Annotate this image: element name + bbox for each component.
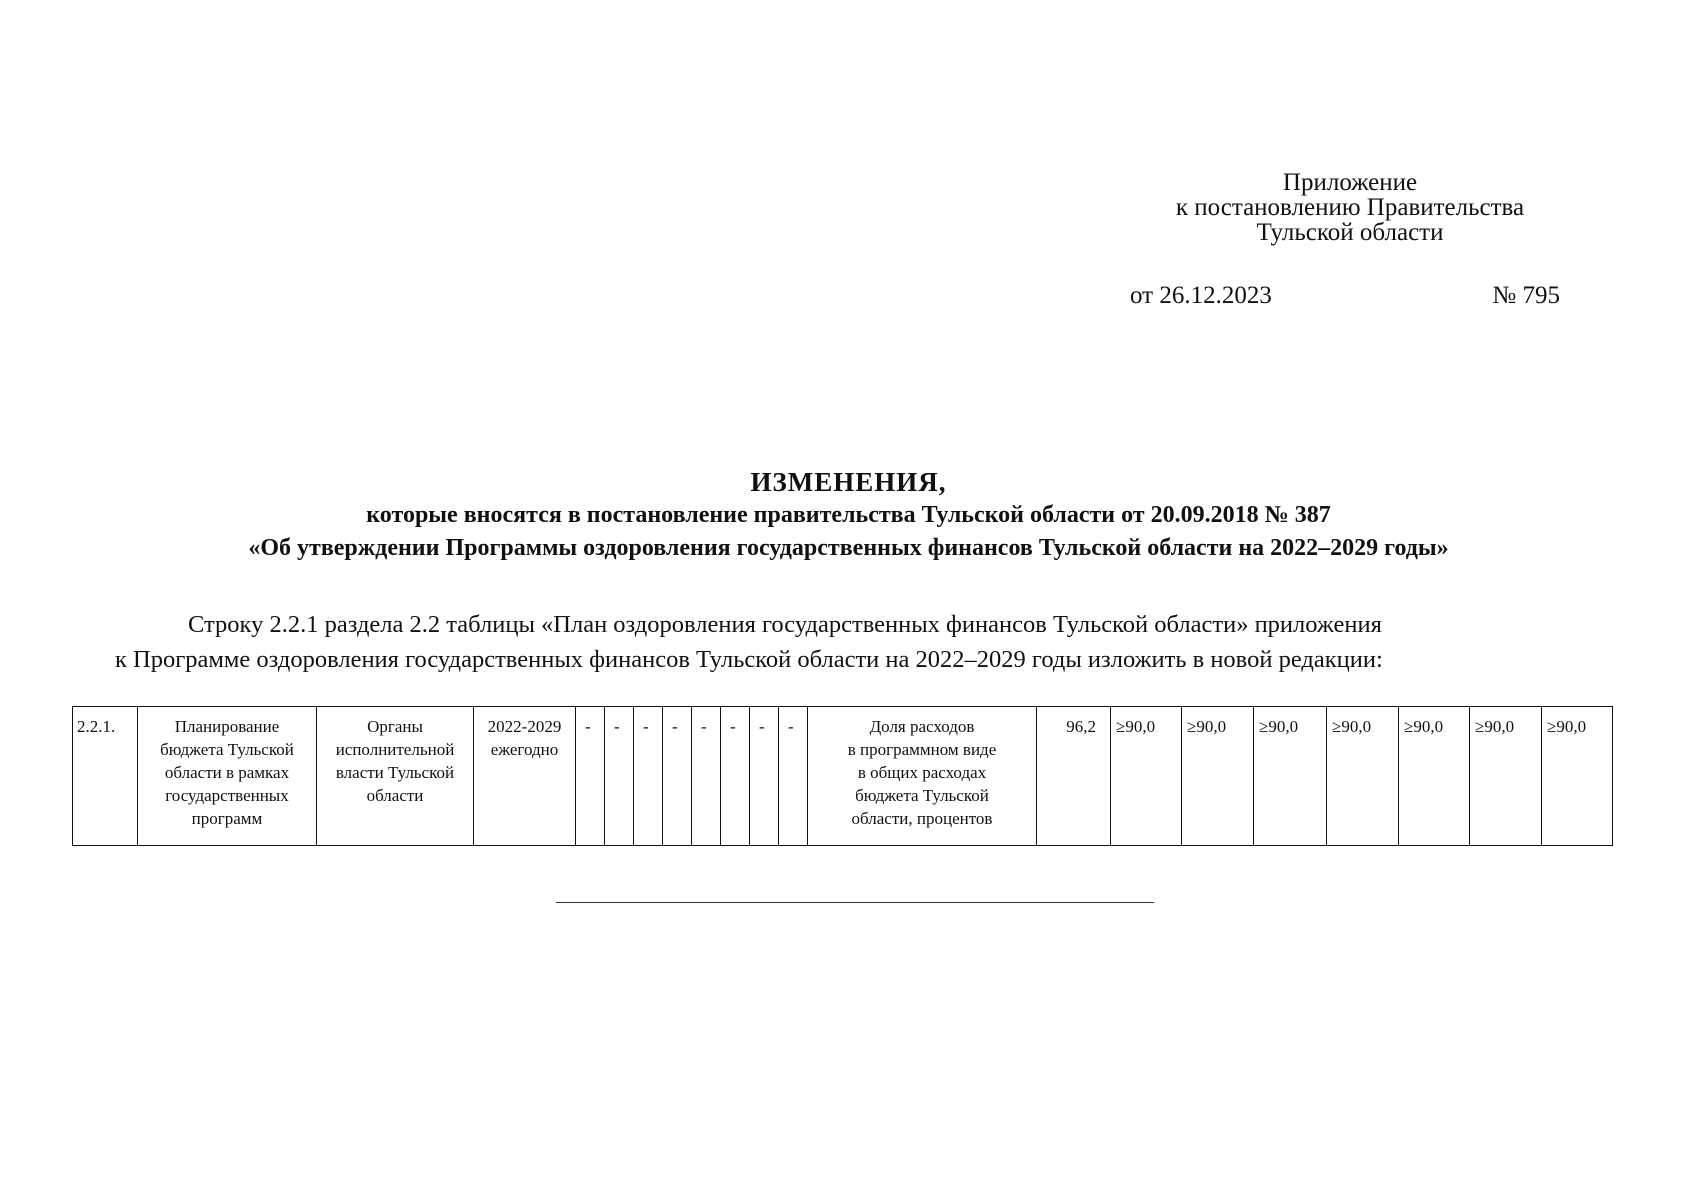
dash-cell: - <box>750 707 779 846</box>
measure-line: программ <box>191 809 263 828</box>
indicator-line: Доля расходов <box>869 717 975 736</box>
indicator-line: в общих расходах <box>857 763 987 782</box>
appendix-label: Приложение <box>1282 169 1418 196</box>
plan-table <box>72 706 1613 846</box>
target-value-cell: ≥90,0 <box>1182 707 1254 846</box>
executor-line: исполнительной <box>335 740 455 759</box>
measure-cell <box>138 707 317 846</box>
executor-line: власти Тульской <box>335 763 455 782</box>
dash-cell: - <box>721 707 750 846</box>
body-line-2: к Программе оздоровления государственных финансов Тульской области на 2022–2029 годы изложить в новой редакции: <box>115 646 1383 673</box>
measure-line: бюджета Тульской <box>160 740 294 759</box>
measure-line: области в рамках <box>164 763 290 782</box>
indicator-line: в программном виде <box>847 740 997 759</box>
dash-cell: - <box>663 707 692 846</box>
appendix-header <box>1100 170 1600 245</box>
appendix-resolution: к постановлению Правительства <box>1175 194 1525 221</box>
dash-cell: - <box>576 707 605 846</box>
target-value-cell: ≥90,0 <box>1327 707 1399 846</box>
measure-line: Планирование <box>174 717 280 736</box>
heading-title: ИЗМЕНЕНИЯ, <box>750 467 947 497</box>
document-heading <box>0 466 1697 565</box>
dash-cell: - <box>779 707 808 846</box>
signature-line <box>1130 282 1600 312</box>
target-value-cell: ≥90,0 <box>1111 707 1182 846</box>
period-cell <box>474 707 576 846</box>
dash-cell: - <box>634 707 663 846</box>
heading-program-name: «Об утверждении Программы оздоровления государственных финансов Тульской области на 2022–2029 годы» <box>248 535 1449 561</box>
base-value-cell: 96,2 <box>1037 707 1111 846</box>
dash-cell: - <box>605 707 634 846</box>
indicator-line: бюджета Тульской <box>855 786 989 805</box>
target-value-cell: ≥90,0 <box>1399 707 1470 846</box>
table-row <box>73 707 1613 846</box>
heading-subtitle: которые вносятся в постановление правительства Тульской области от 20.09.2018 № 387 <box>366 502 1331 528</box>
appendix-region: Тульской области <box>1256 219 1444 246</box>
executor-line: Органы <box>367 717 423 736</box>
measure-line: государственных <box>165 786 289 805</box>
period-line: 2022-2029 <box>487 717 562 736</box>
dash-cell: - <box>692 707 721 846</box>
closing-divider <box>556 902 1154 903</box>
indicator-line: области, процентов <box>851 809 993 828</box>
resolution-number: № 795 <box>1492 282 1560 309</box>
period-line: ежегодно <box>490 740 559 759</box>
target-value-cell: ≥90,0 <box>1254 707 1327 846</box>
body-line-1: Строку 2.2.1 раздела 2.2 таблицы «План оздоровления государственных финансов Тульской области» приложения <box>188 611 1382 638</box>
indicator-cell <box>808 707 1037 846</box>
resolution-date: от 26.12.2023 <box>1130 282 1272 309</box>
executor-line: области <box>366 786 424 805</box>
row-code: 2.2.1. <box>73 707 138 846</box>
target-value-cell: ≥90,0 <box>1470 707 1542 846</box>
body-paragraph <box>100 607 1600 677</box>
target-value-cell: ≥90,0 <box>1542 707 1613 846</box>
executor-cell <box>317 707 474 846</box>
